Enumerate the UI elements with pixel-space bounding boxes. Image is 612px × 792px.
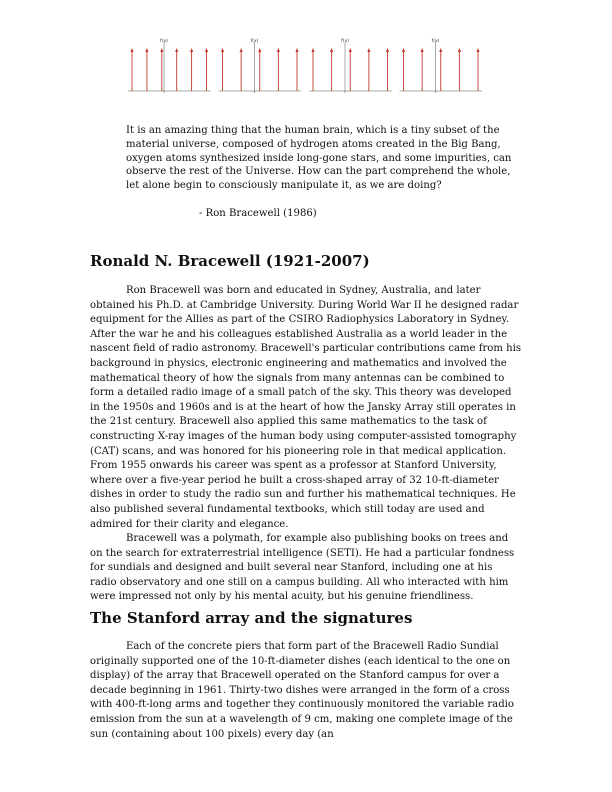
spike-arrowhead bbox=[160, 48, 163, 52]
section-heading-bracewell: Ronald N. Bracewell (1921-2007) bbox=[90, 252, 370, 270]
spike-arrowhead bbox=[421, 48, 424, 52]
paragraph: Bracewell was a polymath, for example also publishing books on trees and on the search for extraterrestrial intelligence (SETI). He had a particular fondness for sundials and designed and built several near Stanford, including one at his radio observatory and one still on a campus building. All who interacted with him were impressed not only by his mental acuity, but his genuine friendliness. bbox=[90, 533, 515, 603]
panel-title: f(x) bbox=[160, 39, 168, 44]
comb-panel bbox=[309, 38, 392, 93]
epigraph-quote: It is an amazing thing that the human brain, which is a tiny subset of the material universe, composed of hydrogen atoms created in the Big Bang, oxygen atoms synthesized inside long-gone stars, and some impurities, can observe the rest of the Universe. How can the part comprehend the whole, let alone begin to consciously manipulate it, as we are doing? bbox=[126, 125, 512, 192]
comb-panel bbox=[400, 38, 483, 93]
panel-title: f(x) bbox=[431, 39, 440, 44]
panel-title: f(x) bbox=[341, 39, 349, 44]
spike-arrowhead bbox=[145, 48, 148, 52]
spike-arrowhead bbox=[240, 48, 243, 52]
panel-title: f(x) bbox=[250, 39, 259, 44]
spike-arrowhead bbox=[367, 48, 370, 52]
comb-panel bbox=[128, 38, 211, 93]
paragraph: Ron Bracewell was born and educated in Sydney, Australia, and later obtained his Ph.D. at Cambridge University. During World War II he designed radar equipment for the Allies as part of the CSIRO Radiophysics Laboratory in Sydney. After the war he and his colleagues established Australia as a world leader in the nascent field of radio astronomy. Bracewell's particular contributions came from his background in physics, electronic engineering and mathematics and involved the mathematical theory of how the signals from many antennas can be combined to form a detailed radio image of a small patch of the sky. This theory was developed in the 1950s and 1960s and is at the heart of how the Jansky Array still operates in the 21st century. Bracewell also applied this same mathematics to the task of constructing X-ray images of the human body using computer-assisted tomography (CAT) scans, and was honored for his pioneering role in that medical application. From 1955 onwards his career was spent as a professor at Stanford University, where over a five-year period he built a cross-shaped array of 32 10-ft-diameter dishes in order to study the radio sun and further his mathematical techniques. He also published several fundamental textbooks, which still today are used and admired for their clarity and elegance. bbox=[90, 285, 522, 530]
comb-panel bbox=[219, 38, 302, 93]
spike-arrowhead bbox=[349, 48, 352, 52]
spike-arrowhead bbox=[205, 48, 208, 52]
impulse-train-figure bbox=[126, 36, 488, 98]
spike-arrowhead bbox=[476, 48, 479, 52]
spike-arrowhead bbox=[295, 48, 298, 52]
spike-arrowhead bbox=[221, 48, 224, 52]
spike-arrowhead bbox=[402, 48, 405, 52]
paragraph: Each of the concrete piers that form part of the Bracewell Radio Sundial originally supported one of the 10-ft-diameter dishes (each identical to the one on display) of the array that Bracewell operated on the Stanford campus for over a decade beginning in 1961. Thirty-two dishes were arranged in the form of a cross with 400-ft-long arms and together they continuously monitored the variable radio emission from the sun at a wavelength of 9 cm, making one complete image of the sun (containing about 100 pixels) every day (an bbox=[90, 641, 514, 740]
section-body-bracewell bbox=[90, 284, 522, 605]
spike-arrowhead bbox=[330, 48, 333, 52]
spike-arrowhead bbox=[175, 48, 178, 52]
spike-arrowhead bbox=[190, 48, 193, 52]
section-heading-stanford-array: The Stanford array and the signatures bbox=[90, 609, 413, 627]
spike-arrowhead bbox=[277, 48, 280, 52]
spike-arrowhead bbox=[311, 48, 314, 52]
spike-arrowhead bbox=[258, 48, 261, 52]
section-body-stanford-array bbox=[90, 640, 522, 742]
spike-arrowhead bbox=[130, 48, 133, 52]
quote-attribution: - Ron Bracewell (1986) bbox=[199, 208, 317, 219]
spike-arrowhead bbox=[458, 48, 461, 52]
spike-arrowhead bbox=[386, 48, 389, 52]
spike-arrowhead bbox=[439, 48, 442, 52]
